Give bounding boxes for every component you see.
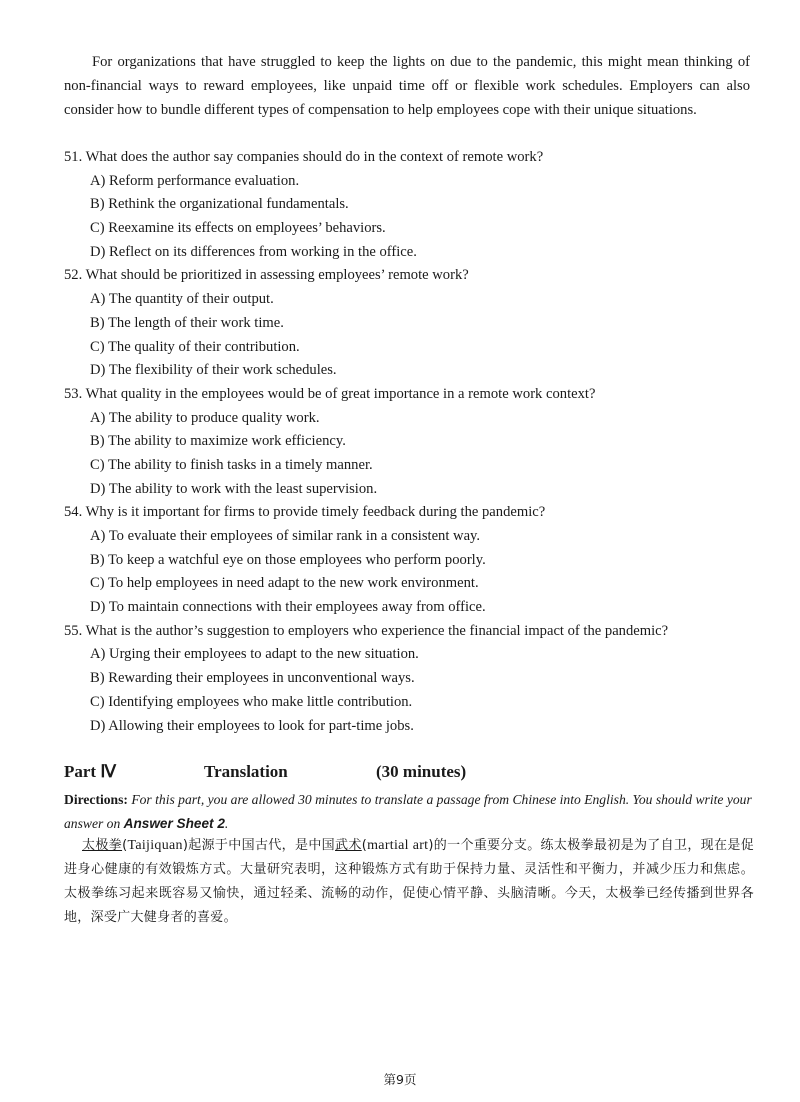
option-c: C) Identifying employees who make little contribution. (90, 693, 413, 710)
question-stem: 54. Why is it important for firms to provide timely feedback during the pandemic? (64, 504, 546, 521)
question-51 (64, 146, 764, 264)
text-segment: ( (361, 838, 368, 853)
question-stem: 55. What is the author’s suggestion to employers who experience the financial impact of the pandemic? (64, 622, 669, 639)
option-a: A) Reform performance evaluation. (90, 172, 300, 189)
answer-sheet-ref: Answer Sheet 2 (123, 816, 225, 831)
text-segment: )的一个重要分支。练太极拳最初是为了自卫，现在是促进身心健康的有效锻炼方式。大量研究表明，这种锻炼方式有助于保持力量、灵活性和平衡力，并减少压力和焦虑。太极拳练习起来既容易又愉快，通过轻柔、流畅的动作，促使心情平静、头脑清晰。今天，太极拳已经传播到世界各地，深受广大健身者的喜爱。 (64, 838, 755, 925)
option-d: D) The ability to work with the least supervision. (90, 480, 378, 497)
passage-ending-paragraph (64, 50, 750, 122)
option-d: D) The flexibility of their work schedules. (90, 362, 337, 379)
directions-label: Directions: (64, 792, 128, 807)
option-a: A) Urging their employees to adapt to the new situation. (90, 646, 419, 663)
option-a: A) The quantity of their output. (90, 291, 274, 308)
passage-text: For organizations that have struggled to keep the lights on due to the pandemic, this might mean thinking of non-financial ways to reward employees, like unpaid time off or flexible work schedules. Employers can also consider how to bundle different types of compensation to help employees cope with their unique situations. (64, 54, 750, 118)
option-b: B) Rethink the organizational fundamentals. (90, 196, 349, 213)
part-time: (30 minutes) (376, 762, 467, 781)
latin-term: Taijiquan (127, 838, 183, 853)
question-stem: 52. What should be prioritized in assessing employees’ remote work? (64, 267, 469, 284)
question-55 (64, 620, 764, 738)
directions-end: . (224, 816, 229, 831)
option-c: C) The quality of their contribution. (90, 338, 300, 355)
option-b: B) The ability to maximize work efficiency. (90, 433, 346, 450)
option-d: D) Reflect on its differences from working in the office. (90, 243, 417, 260)
text-segment: )起源于中国古代，是中国 (182, 838, 336, 853)
option-c: C) The ability to finish tasks in a timely manner. (90, 456, 373, 473)
part-label: Part Ⅳ (64, 762, 117, 781)
directions-text: For this part, you are allowed 30 minutes to translate a passage from Chinese into English. You should write your answer on (64, 792, 752, 831)
translation-passage (64, 834, 754, 930)
question-stem: 53. What quality in the employees would be of great importance in a remote work context? (64, 385, 596, 402)
option-d: D) To maintain connections with their employees away from office. (90, 599, 486, 616)
directions (64, 788, 754, 836)
option-b: B) To keep a watchful eye on those employees who perform poorly. (90, 551, 486, 568)
option-a: A) The ability to produce quality work. (90, 409, 320, 426)
part-heading (64, 760, 764, 788)
part-title: Translation (204, 762, 288, 781)
term-wushu: 武术 (335, 838, 362, 853)
term-taijiquan: 太极拳 (82, 838, 123, 853)
option-d: D) Allowing their employees to look for part-time jobs. (90, 717, 414, 734)
question-52 (64, 264, 764, 382)
option-c: C) To help employees in need adapt to the new work environment. (90, 575, 479, 592)
question-list (64, 146, 764, 738)
question-54 (64, 501, 764, 619)
question-53 (64, 383, 764, 501)
option-c: C) Reexamine its effects on employees’ behaviors. (90, 220, 386, 237)
option-a: A) To evaluate their employees of similar rank in a consistent way. (90, 528, 481, 544)
option-b: B) Rewarding their employees in unconventional ways. (90, 670, 415, 687)
question-stem: 51. What does the author say companies should do in the context of remote work? (64, 149, 544, 165)
text-segment: ( (122, 838, 128, 853)
option-b: B) The length of their work time. (90, 314, 284, 331)
latin-term: martial art (367, 838, 429, 853)
page-number: 第9页 (383, 1072, 417, 1087)
